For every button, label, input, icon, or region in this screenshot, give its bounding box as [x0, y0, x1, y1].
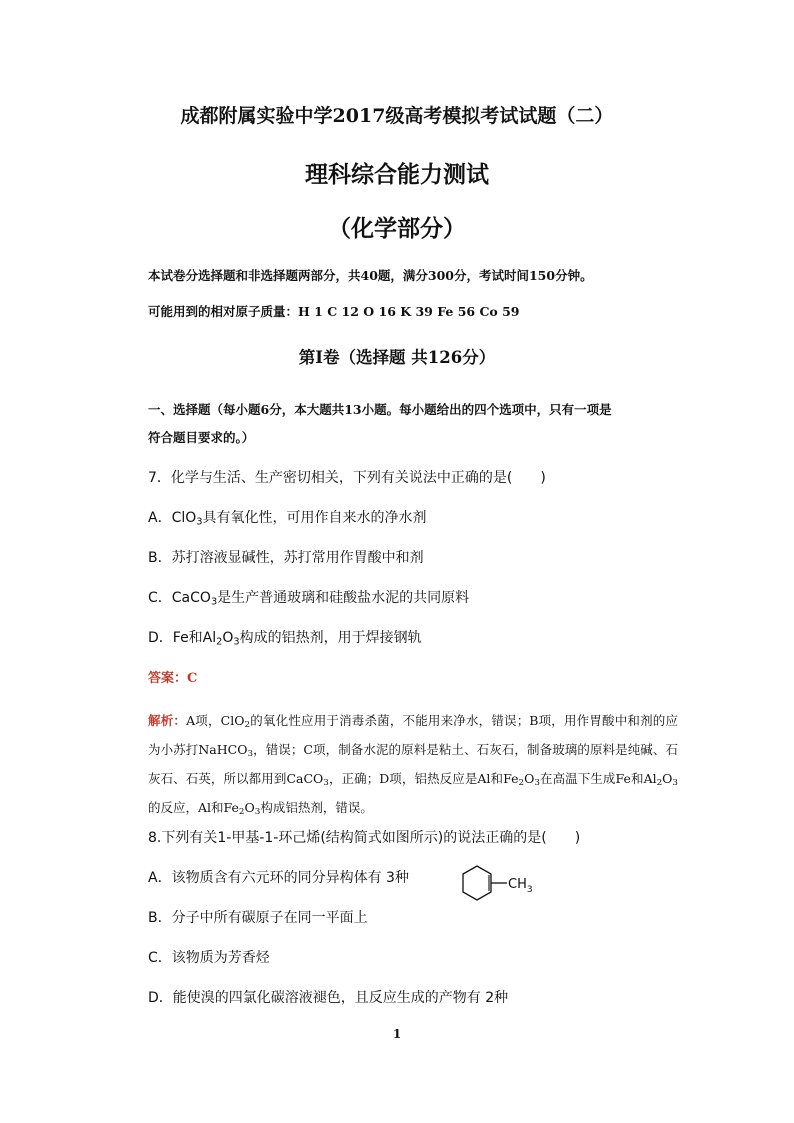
exam-subtitle: 理科综合能力测试	[305, 161, 489, 188]
q8-stem: 8.下列有关1-甲基-1-环己烯(结构简式如图所示)的说法正确的是( )	[148, 830, 581, 846]
q8-option-c: C．该物质为芳香烃	[148, 950, 270, 966]
q7-option-b: B．苏打溶液显碱性，苏打常用作胃酸中和剂	[148, 550, 424, 566]
section-title: 第Ⅰ卷（选择题 共126分）	[298, 348, 496, 367]
q7-answer: 答案：C	[148, 671, 198, 686]
section-instruction-2: 符合题目要求的。）	[148, 430, 255, 445]
page-number: 1	[392, 1027, 402, 1041]
methyl-label: $CH_3$	[508, 877, 533, 895]
q8-option-d: D．能使溴的四氯化碳溶液褪色，且反应生成的产物有 2种	[148, 990, 509, 1006]
q7-stem: 7．化学与生活、生产密切相关，下列有关说法中正确的是( )	[148, 470, 546, 486]
intro-line-2: 可能用到的相对原子质量：H 1 C 12 O 16 K 39 Fe 56 Co 59	[148, 304, 520, 319]
exam-title: 成都附属实验中学2017级高考模拟考试试题（二）	[180, 105, 614, 127]
q7-option-d: D．Fe和$Al_2O_3$构成的铝热剂，用于焊接钢轨	[148, 630, 422, 648]
exam-part: （化学部分）	[328, 215, 466, 242]
q7-explanation: 解析：A项，ClO$_2$的氧化性应用于消毒杀菌，不能用来净水，错误；B项，用作胃酸中和剂的应为小苏打NaHCO$_3$，错误；C项，制备水泥的原料是粘土、石灰石，制备玻璃的原料是纯碱、石灰石、石英，所以都用到CaCO$_3$，正确；D项，铝热反应是Al和$Fe_2O_3$在高温下生成Fe和$Al_2O_3$的反应，Al和$Fe_2O_3$构成铝热剂，错误。	[148, 713, 678, 818]
intro-line-1: 本试卷分选择题和非选择题两部分，共40题，满分300分，考试时间150分钟。	[148, 268, 593, 283]
q7-option-c: C．CaCO$_3$是生产普通玻璃和硅酸盐水泥的共同原料	[148, 590, 470, 608]
q7-option-a: A．ClO$_3$具有氧化性，可用作自来水的净水剂	[148, 510, 427, 528]
q8-option-a: A．该物质含有六元环的同分异构体有 3种	[148, 870, 409, 886]
q8-option-b: B．分子中所有碳原子在同一平面上	[148, 910, 368, 926]
section-instruction-1: 一、选择题（每小题6分，本大题共13小题。每小题给出的四个选项中，只有一项是	[148, 402, 612, 417]
methylcyclohexene-structure	[455, 858, 545, 920]
